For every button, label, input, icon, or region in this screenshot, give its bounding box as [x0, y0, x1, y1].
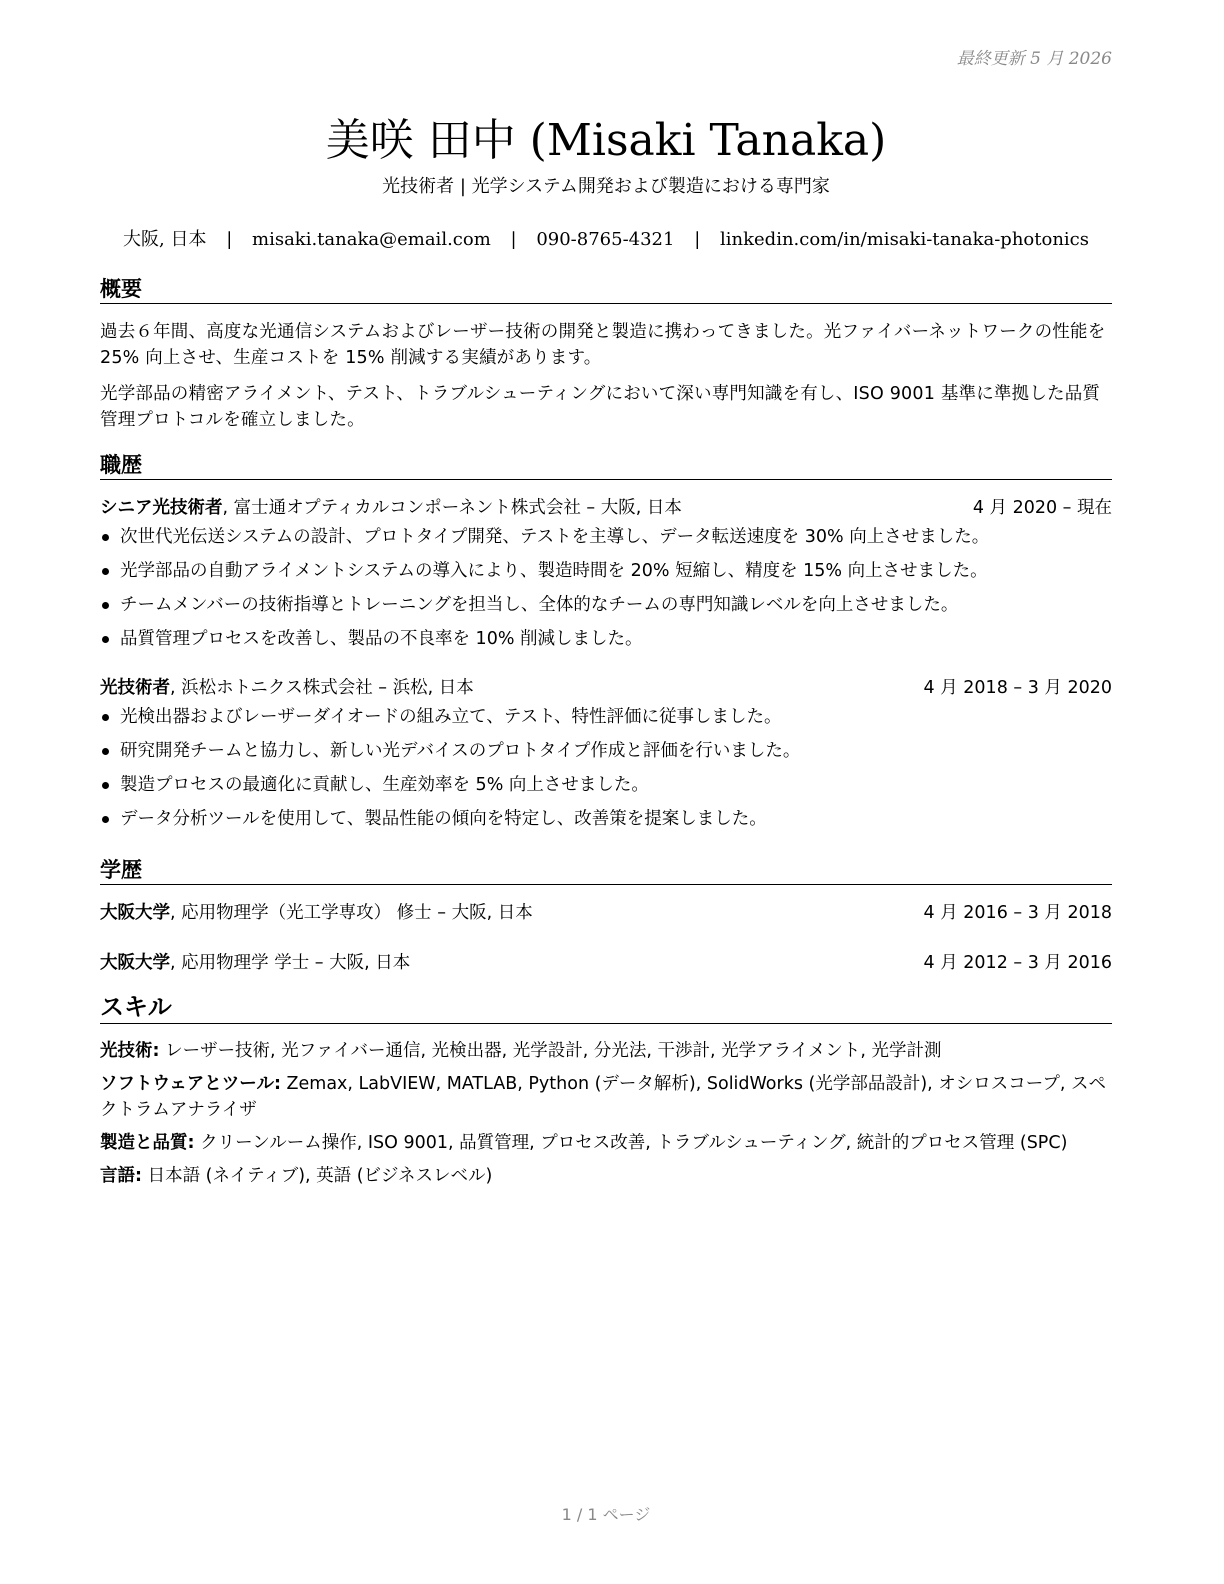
- last-updated: 最終更新 5 月 2026: [956, 49, 1112, 69]
- contact-separator: |: [226, 229, 233, 250]
- contact-phone[interactable]: 090-8765-4321: [536, 229, 675, 250]
- education-section: [100, 857, 1112, 977]
- contact-email[interactable]: misaki.tanaka@email.com: [252, 229, 491, 250]
- job-dates: 4 月 2018 – 3 月 2020: [923, 678, 1112, 698]
- list-item: データ分析ツールを使用して、製品性能の傾向を特定し、改善策を提案しました。: [100, 804, 1112, 838]
- degree-detail: , 応用物理学（光工学専攻） 修士 – 大阪, 日本: [170, 903, 533, 923]
- education-dates: 4 月 2012 – 3 月 2016: [923, 953, 1112, 973]
- job-bullets: [100, 522, 1112, 658]
- skill-row: [100, 1130, 1112, 1156]
- skill-label: 光技術:: [100, 1041, 160, 1061]
- experience-section: [100, 452, 1112, 838]
- education-item: [100, 899, 1112, 927]
- job-company: , 富士通オプティカルコンポーネント株式会社 – 大阪, 日本: [222, 498, 682, 518]
- job-company: , 浜松ホトニクス株式会社 – 浜松, 日本: [170, 678, 474, 698]
- education-title: 学歴: [100, 857, 1112, 885]
- skill-label: 言語:: [100, 1166, 142, 1186]
- page-number: 1 / 1 ページ: [561, 1505, 651, 1524]
- job-bullets: [100, 702, 1112, 838]
- skills-section: [100, 992, 1112, 1196]
- list-item: 品質管理プロセスを改善し、製品の不良率を 10% 削減しました。: [100, 624, 1112, 658]
- list-item: 製造プロセスの最適化に貢献し、生産効率を 5% 向上させました。: [100, 770, 1112, 804]
- page-title: 美咲 田中 (Misaki Tanaka): [325, 115, 887, 167]
- job-role: シニア光技術者: [100, 498, 223, 518]
- skill-label: 製造と品質:: [100, 1133, 195, 1153]
- list-item: 光検出器およびレーザーダイオードの組み立て、テスト、特性評価に従事しました。: [100, 702, 1112, 736]
- job-header: [100, 674, 1112, 702]
- school-name: 大阪大学: [100, 903, 170, 923]
- skill-text: レーザー技術, 光ファイバー通信, 光検出器, 光学設計, 分光法, 干渉計, 光学アライメント, 光学計測: [159, 1041, 942, 1061]
- education-dates: 4 月 2016 – 3 月 2018: [923, 903, 1112, 923]
- experience-title: 職歴: [100, 452, 1112, 480]
- skill-row: [100, 1163, 1112, 1189]
- summary-title: 概要: [100, 276, 1112, 304]
- skill-row: [100, 1071, 1112, 1123]
- contact-separator: |: [510, 229, 517, 250]
- contact-separator: |: [694, 229, 701, 250]
- summary-paragraph: 過去６年間、高度な光通信システムおよびレーザー技術の開発と製造に携わってきました。光ファイバーネットワークの性能を 25% 向上させ、生産コストを 15% 削減する実績があります。: [100, 322, 1106, 368]
- degree-detail: , 応用物理学 学士 – 大阪, 日本: [170, 953, 411, 973]
- contact-line: [100, 225, 1112, 251]
- summary-paragraph: 光学部品の精密アライメント、テスト、トラブルシューティングにおいて深い専門知識を有し、ISO 9001 基準に準拠した品質管理プロトコルを確立しました。: [100, 384, 1101, 430]
- skill-text: 日本語 (ネイティブ), 英語 (ビジネスレベル): [142, 1166, 493, 1186]
- resume-page: [100, 0, 1112, 1584]
- headline: 光技術者 | 光学システム開発および製造における専門家: [382, 176, 830, 197]
- skill-label: ソフトウェアとツール:: [100, 1074, 281, 1094]
- contact-location: 大阪, 日本: [123, 229, 207, 250]
- skill-text: クリーンルーム操作, ISO 9001, 品質管理, プロセス改善, トラブルシューティング, 統計的プロセス管理 (SPC): [194, 1133, 1068, 1153]
- job-role: 光技術者: [100, 678, 170, 698]
- summary-section: [100, 276, 1112, 433]
- skill-row: [100, 1038, 1112, 1064]
- list-item: 次世代光伝送システムの設計、プロトタイプ開発、テストを主導し、データ転送速度を 30% 向上させました。: [100, 522, 1112, 556]
- job-header: [100, 494, 1112, 522]
- skills-title: スキル: [100, 992, 1112, 1024]
- list-item: 研究開発チームと協力し、新しい光デバイスのプロトタイプ作成と評価を行いました。: [100, 736, 1112, 770]
- school-name: 大阪大学: [100, 953, 170, 973]
- contact-linkedin[interactable]: linkedin.com/in/misaki-tanaka-photonics: [720, 229, 1089, 250]
- list-item: 光学部品の自動アライメントシステムの導入により、製造時間を 20% 短縮し、精度を 15% 向上させました。: [100, 556, 1112, 590]
- skill-text: Zemax, LabVIEW, MATLAB, Python (データ解析), SolidWorks (光学部品設計), オシロスコープ, スペクトラムアナライザ: [100, 1074, 1107, 1120]
- list-item: チームメンバーの技術指導とトレーニングを担当し、全体的なチームの専門知識レベルを向上させました。: [100, 590, 1112, 624]
- education-item: [100, 949, 1112, 977]
- job-dates: 4 月 2020 – 現在: [972, 498, 1112, 518]
